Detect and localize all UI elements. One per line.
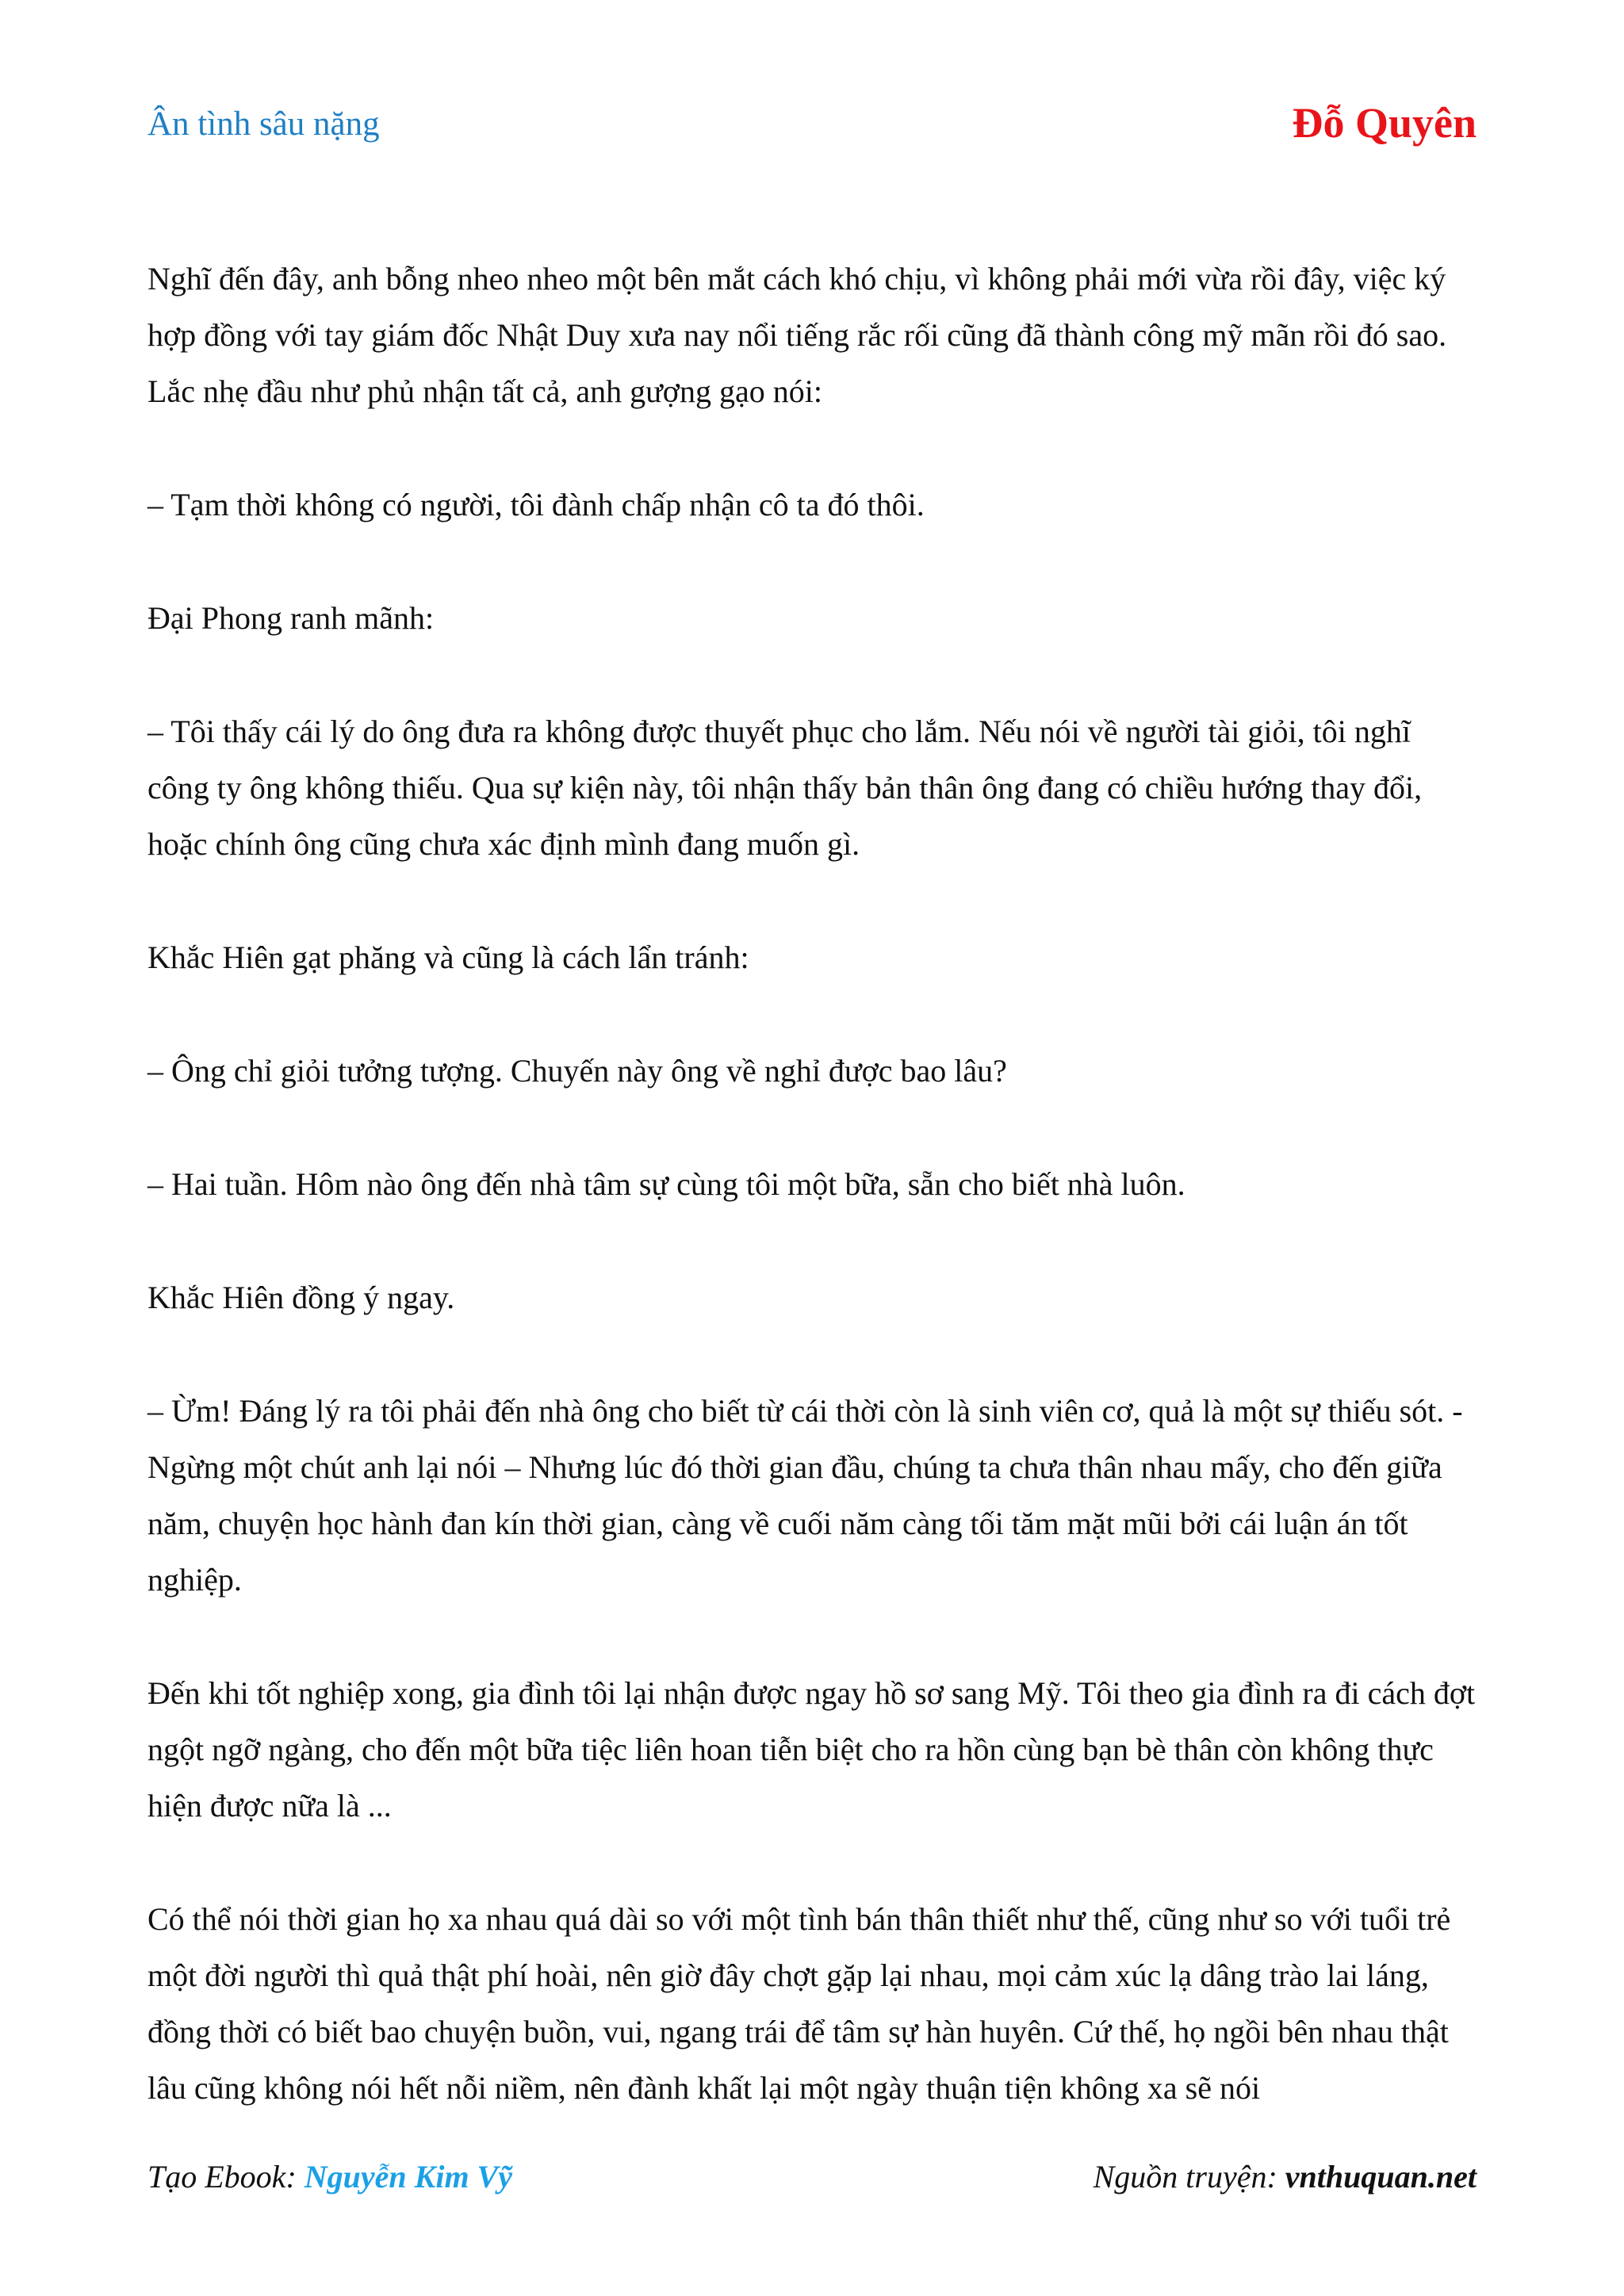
paragraph: Đại Phong ranh mãnh: <box>147 600 435 636</box>
paragraph: – Hai tuần. Hôm nào ông đến nhà tâm sự cùng tôi một bữa, sẵn cho biết nhà luôn. <box>147 1166 1185 1202</box>
ebook-separator: : <box>285 2159 304 2195</box>
source-label: Nguồn truyện <box>1093 2159 1267 2195</box>
source-credit <box>1094 2158 1477 2195</box>
paragraph: Có thể nói thời gian họ xa nhau quá dài so với một tình bán thân thiết như thế, cũng như so với tuổi trẻ một đời người thì quả thật phí hoài, nên giờ đây chợt gặp lại nhau, mọi cảm xúc lạ dâng trào lai láng, đồng thời có biết bao chuyện buồn, vui, ngang trái để tâm sự hàn huyên. Cứ thế, họ ngồi bên nhau thật lâu cũng không nói hết nỗi niềm, nên đành khất lại một ngày thuận tiện không xa sẽ nói <box>147 1901 1451 2106</box>
ebook-credit <box>147 2158 512 2195</box>
source-site-link[interactable]: vnthuquan.net <box>1285 2159 1477 2195</box>
paragraph: Nghĩ đến đây, anh bỗng nheo nheo một bên mắt cách khó chịu, vì không phải mới vừa rồi đây, việc ký hợp đồng với tay giám đốc Nhật Duy xưa nay nổi tiếng rắc rối cũng đã thành công mỹ mãn rồi đó sao. Lắc nhẹ đầu như phủ nhận tất cả, anh gượng gạo nói: <box>147 261 1447 409</box>
ebook-creator-link[interactable]: Nguyễn Kim Vỹ <box>304 2159 512 2195</box>
paragraph: Khắc Hiên đồng ý ngay. <box>147 1280 455 1315</box>
paragraph: Đến khi tốt nghiệp xong, gia đình tôi lại nhận được ngay hồ sơ sang Mỹ. Tôi theo gia đình ra đi cách đợt ngột ngỡ ngàng, cho đến một bữa tiệc liên hoan tiễn biệt cho ra hồn cùng bạn bè thân còn không thực hiện được nữa là ... <box>147 1675 1476 1823</box>
paragraph: – Tạm thời không có người, tôi đành chấp nhận cô ta đó thôi. <box>147 487 925 522</box>
source-separator: : <box>1266 2159 1285 2195</box>
paragraph: Khắc Hiên gạt phăng và cũng là cách lẩn tránh: <box>147 939 749 975</box>
page-body <box>147 251 1477 2173</box>
ebook-label: Tạo Ebook <box>147 2159 286 2195</box>
author-name: Đỗ Quyên <box>1292 99 1477 147</box>
paragraph: – Ừm! Đáng lý ra tôi phải đến nhà ông cho biết từ cái thời còn là sinh viên cơ, quả là một sự thiếu sót. - Ngừng một chút anh lại nói – Nhưng lúc đó thời gian đầu, chúng ta chưa thân nhau mấy, cho đến giữa năm, chuyện học hành đan kín thời gian, càng về cuối năm càng tối tăm mặt mũi bởi cái luận án tốt nghiệp. <box>147 1393 1463 1598</box>
paragraph: – Ông chỉ giỏi tưởng tượng. Chuyến này ông về nghỉ được bao lâu? <box>147 1053 1007 1089</box>
book-title: Ân tình sâu nặng <box>147 105 380 143</box>
page-footer <box>147 2158 1477 2206</box>
paragraph: – Tôi thấy cái lý do ông đưa ra không được thuyết phục cho lắm. Nếu nói về người tài giỏi, tôi nghĩ công ty ông không thiếu. Qua sự kiện này, tôi nhận thấy bản thân ông đang có chiều hướng thay đổi, hoặc chính ông cũng chưa xác định mình đang muốn gì. <box>147 714 1423 862</box>
page-header <box>147 98 1477 154</box>
